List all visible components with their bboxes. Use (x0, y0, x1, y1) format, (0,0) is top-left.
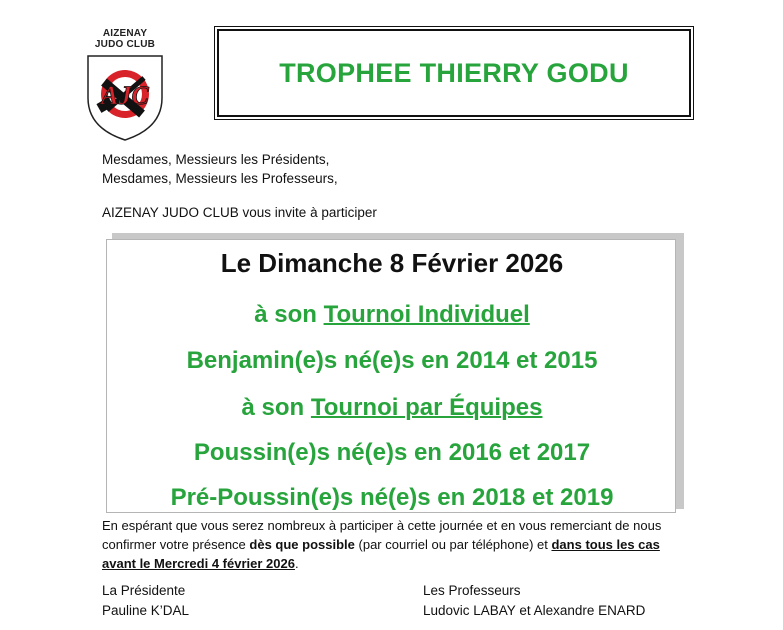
poussin-category: Poussin(e)s né(e)s en 2016 et 2017 (193, 439, 591, 466)
closing-deadline: dans tous les cas avant le Mercredi 4 février 2026 (102, 537, 660, 571)
individual-prefix: à son (254, 301, 317, 328)
individual-tournament-line (107, 301, 677, 329)
individual-tournament-label: Tournoi Individuel (323, 301, 530, 328)
president-role: La Présidente (102, 583, 186, 598)
team-tournament-label: Tournoi par Équipes (310, 394, 543, 421)
event-date: Le Dimanche 8 Février 2026 (220, 248, 564, 278)
team-tournament-line (107, 394, 677, 422)
greeting-presidents: Mesdames, Messieurs les Présidents, (102, 152, 330, 167)
signature-professors (423, 581, 645, 621)
benjamin-category: Benjamin(e)s né(e)s en 2014 et 2015 (186, 347, 598, 374)
logo-monogram: AJC (101, 81, 149, 110)
team-prefix: à son (241, 394, 305, 421)
page-title: TROPHEE THIERRY GODU (279, 57, 629, 88)
event-panel (106, 239, 676, 513)
title-box (217, 29, 691, 117)
signature-president (102, 581, 189, 621)
logo-club-name-line2: JUDO CLUB (94, 39, 156, 50)
club-logo (82, 26, 168, 142)
greeting-professors: Mesdames, Messieurs les Professeurs, (102, 171, 338, 186)
closing-bold-asap: dès que possible (249, 537, 355, 552)
professors-names: Ludovic LABAY et Alexandre ENARD (423, 603, 646, 618)
logo-club-name-line1: AIZENAY (102, 28, 148, 39)
pre-poussin-category: Pré-Poussin(e)s né(e)s en 2018 et 2019 (170, 484, 614, 511)
professors-role: Les Professeurs (423, 583, 521, 598)
closing-text-part2: (par courriel ou par téléphone) et (358, 537, 548, 552)
closing-text-part1: En espérant que vous serez nombreux à participer à cette journée et en vous remerciant de nous confirmer votre présence (102, 518, 662, 552)
closing-paragraph (102, 516, 676, 573)
president-name: Pauline K’DAL (102, 603, 190, 618)
invitation-line: AIZENAY JUDO CLUB vous invite à participer (102, 205, 377, 220)
logo-shield-icon (84, 52, 166, 142)
closing-end: . (294, 556, 299, 571)
